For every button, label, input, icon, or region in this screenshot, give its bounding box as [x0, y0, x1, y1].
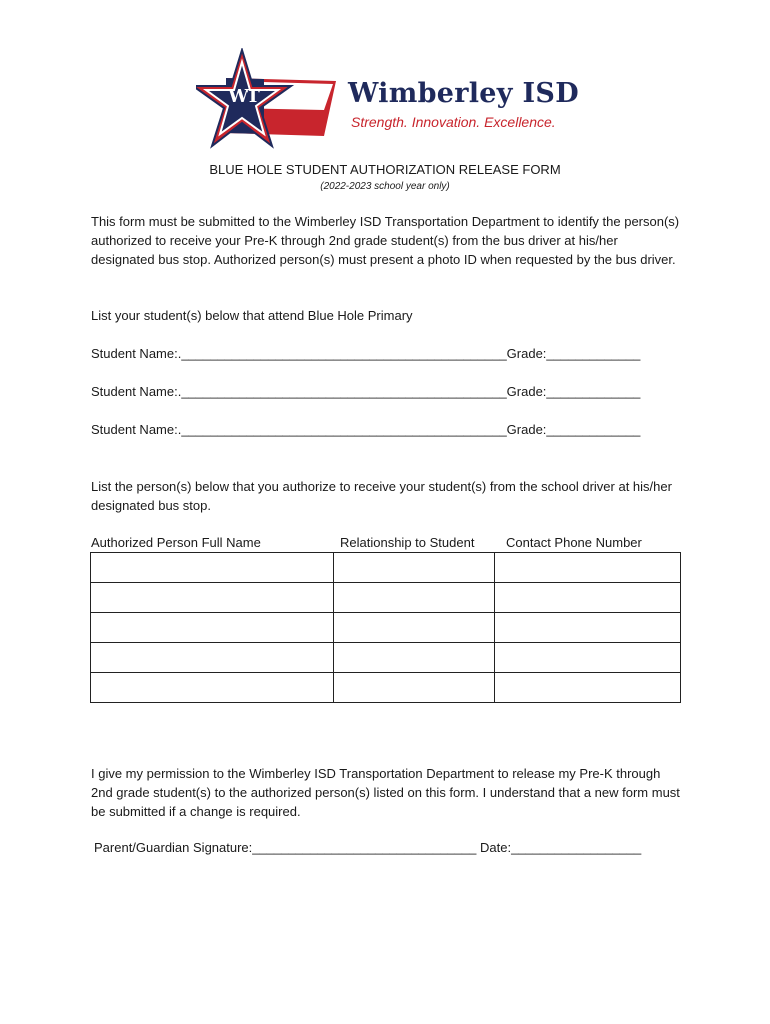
- logo-initials: WT: [228, 86, 258, 107]
- table-row: [91, 643, 681, 673]
- student-name-line-1[interactable]: Student Name:._____________________________________________Grade:_____________: [91, 346, 641, 361]
- person-name-cell[interactable]: [91, 613, 334, 643]
- person-name-cell[interactable]: [91, 553, 334, 583]
- student-name-line-3[interactable]: Student Name:._____________________________________________Grade:_____________: [91, 422, 641, 437]
- header-phone: Contact Phone Number: [506, 535, 642, 550]
- table-row: [91, 553, 681, 583]
- student-name-line-2[interactable]: Student Name:._____________________________________________Grade:_____________: [91, 384, 641, 399]
- relationship-cell[interactable]: [334, 673, 495, 703]
- authorize-prompt: List the person(s) below that you authorize to receive your student(s) from the school driver at his/her designated bus stop.: [91, 479, 672, 513]
- phone-cell[interactable]: [495, 643, 681, 673]
- district-logo: [196, 48, 579, 153]
- form-title: BLUE HOLE STUDENT AUTHORIZATION RELEASE FORM: [209, 162, 561, 177]
- signature-line[interactable]: Parent/Guardian Signature:_______________________________ Date:__________________: [94, 840, 642, 855]
- permission-statement: I give my permission to the Wimberley ISD Transportation Department to release my Pre-K through 2nd grade student(s) to the authorized person(s) listed on this form. I understand that a new form must be submitted if a change is required.: [91, 766, 680, 819]
- brand-tagline: Strength. Innovation. Excellence.: [351, 114, 556, 130]
- phone-cell[interactable]: [495, 613, 681, 643]
- relationship-cell[interactable]: [334, 643, 495, 673]
- table-row: [91, 583, 681, 613]
- relationship-cell[interactable]: [334, 583, 495, 613]
- person-name-cell[interactable]: [91, 583, 334, 613]
- table-row: [91, 613, 681, 643]
- phone-cell[interactable]: [495, 553, 681, 583]
- header-person-name: Authorized Person Full Name: [91, 535, 261, 550]
- authorized-persons-table: [90, 552, 681, 703]
- relationship-cell[interactable]: [334, 553, 495, 583]
- phone-cell[interactable]: [495, 583, 681, 613]
- form-subtitle: (2022-2023 school year only): [320, 181, 450, 192]
- person-name-cell[interactable]: [91, 673, 334, 703]
- phone-cell[interactable]: [495, 673, 681, 703]
- intro-paragraph: This form must be submitted to the Wimberley ISD Transportation Department to identify the person(s) authorized to receive your Pre-K through 2nd grade student(s) from the bus driver at his/her designated bus stop. Authorized person(s) must present a photo ID when requested by the bus driver.: [91, 214, 680, 267]
- relationship-cell[interactable]: [334, 613, 495, 643]
- students-prompt: List your student(s) below that attend Blue Hole Primary: [91, 308, 413, 323]
- person-name-cell[interactable]: [91, 643, 334, 673]
- brand-name: Wimberley ISD: [348, 78, 579, 109]
- header-relationship: Relationship to Student: [340, 535, 475, 550]
- star-flag-icon: [196, 48, 346, 153]
- table-row: [91, 673, 681, 703]
